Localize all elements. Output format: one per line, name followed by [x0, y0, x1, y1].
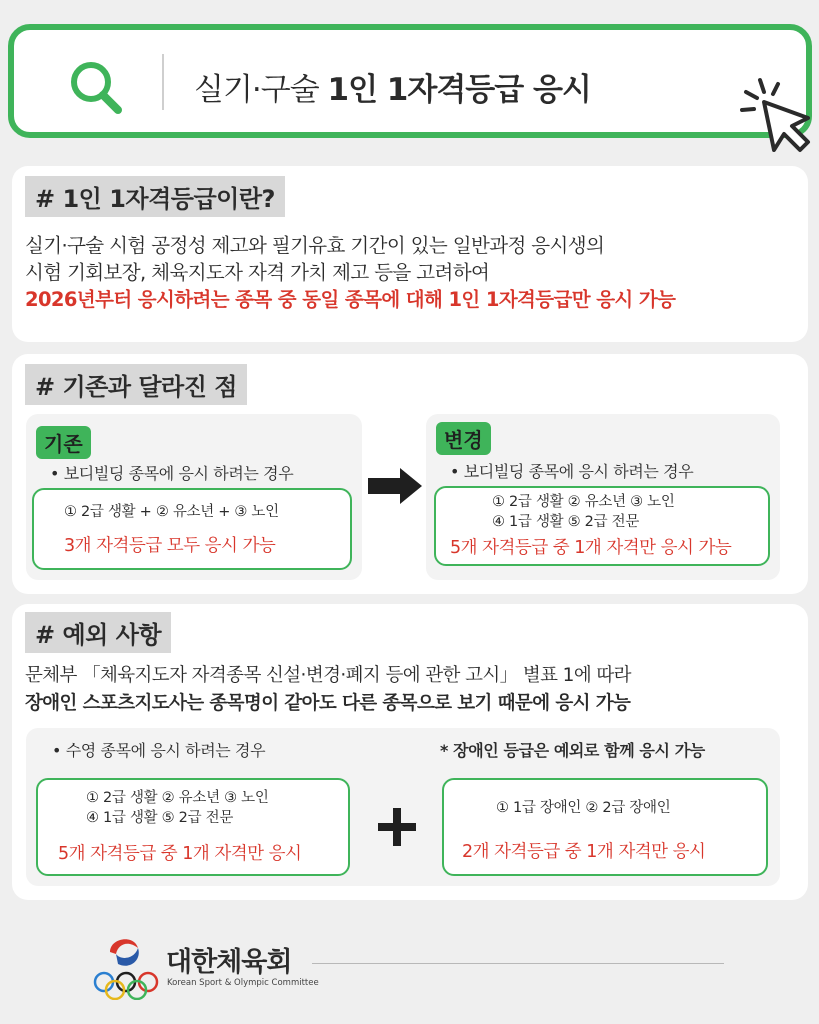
before-result: 3개 자격등급 모두 응시 가능 — [64, 536, 276, 556]
definition-highlight: 2026년부터 응시하려는 종목 중 동일 종목에 대해 1인 1자격등급만 응시 가능 — [25, 288, 676, 311]
after-items-line-2: ④ 1급 생활 ⑤ 2급 전문 — [492, 514, 640, 530]
olympic-rings-logo-icon — [90, 930, 162, 1000]
title-prefix: 실기·구술 — [194, 72, 328, 108]
exception-left-items-2: ④ 1급 생활 ⑤ 2급 전문 — [86, 810, 234, 826]
after-panel — [426, 414, 780, 580]
definition-line-1: 실기·구술 시험 공정성 제고와 필기유효 기간이 있는 일반과정 응시생의 — [25, 234, 605, 257]
exception-right-items: ① 1급 장애인 ② 2급 장애인 — [496, 800, 671, 816]
org-subtitle: Korean Sport & Olympic Committee — [167, 978, 319, 988]
cursor-click-icon — [740, 76, 816, 156]
title-bold: 1인 1자격등급 응시 — [327, 72, 591, 108]
exception-left-result: 5개 자격등급 중 1개 자격만 응시 — [58, 844, 302, 864]
section-heading: # 기존과 달라진 점 — [25, 364, 247, 405]
arrow-right-icon — [366, 466, 426, 506]
before-label: 기존 — [36, 426, 91, 459]
org-name: 대한체육회 — [166, 947, 292, 978]
exception-line-2: 장애인 스포츠지도사는 종목명이 같아도 다른 종목으로 보기 때문에 응시 가능 — [25, 693, 631, 714]
before-box — [32, 488, 352, 570]
before-panel — [26, 414, 362, 580]
after-box — [434, 486, 770, 566]
page-title — [194, 64, 591, 109]
search-bar[interactable] — [8, 24, 812, 138]
before-items: ① 2급 생활 + ② 유소년 + ③ 노인 — [64, 504, 279, 520]
section-heading: # 1인 1자격등급이란? — [25, 176, 285, 217]
after-label: 변경 — [436, 422, 491, 455]
exception-note: * 장애인 등급은 예외로 함께 응시 가능 — [440, 741, 705, 760]
exception-panel — [26, 728, 780, 886]
search-divider — [162, 54, 164, 110]
exception-right-box — [442, 778, 768, 876]
exception-line-1: 문체부 「체육지도자 자격종목 신설·변경·폐지 등에 관한 고시」 별표 1에 따라 — [25, 665, 631, 686]
after-bullet: • 보디빌딩 종목에 응시 하려는 경우 — [450, 462, 694, 481]
after-items-line-1: ① 2급 생활 ② 유소년 ③ 노인 — [492, 494, 675, 510]
before-bullet: • 보디빌딩 종목에 응시 하려는 경우 — [50, 464, 294, 483]
after-result: 5개 자격등급 중 1개 자격만 응시 가능 — [450, 538, 732, 558]
exception-left-box — [36, 778, 350, 876]
exception-right-result: 2개 자격등급 중 1개 자격만 응시 — [462, 842, 706, 862]
exception-left-bullet: • 수영 종목에 응시 하려는 경우 — [52, 741, 266, 760]
section-heading: # 예외 사항 — [25, 612, 171, 653]
plus-icon — [376, 806, 418, 848]
exceptions-card — [12, 604, 808, 900]
exception-left-items-1: ① 2급 생활 ② 유소년 ③ 노인 — [86, 790, 269, 806]
definition-line-2: 시험 기회보장, 체육지도자 자격 가치 제고 등을 고려하여 — [25, 261, 490, 284]
changes-card — [12, 354, 808, 594]
footer-divider — [312, 963, 724, 964]
definition-card — [12, 166, 808, 342]
search-icon — [66, 58, 126, 118]
